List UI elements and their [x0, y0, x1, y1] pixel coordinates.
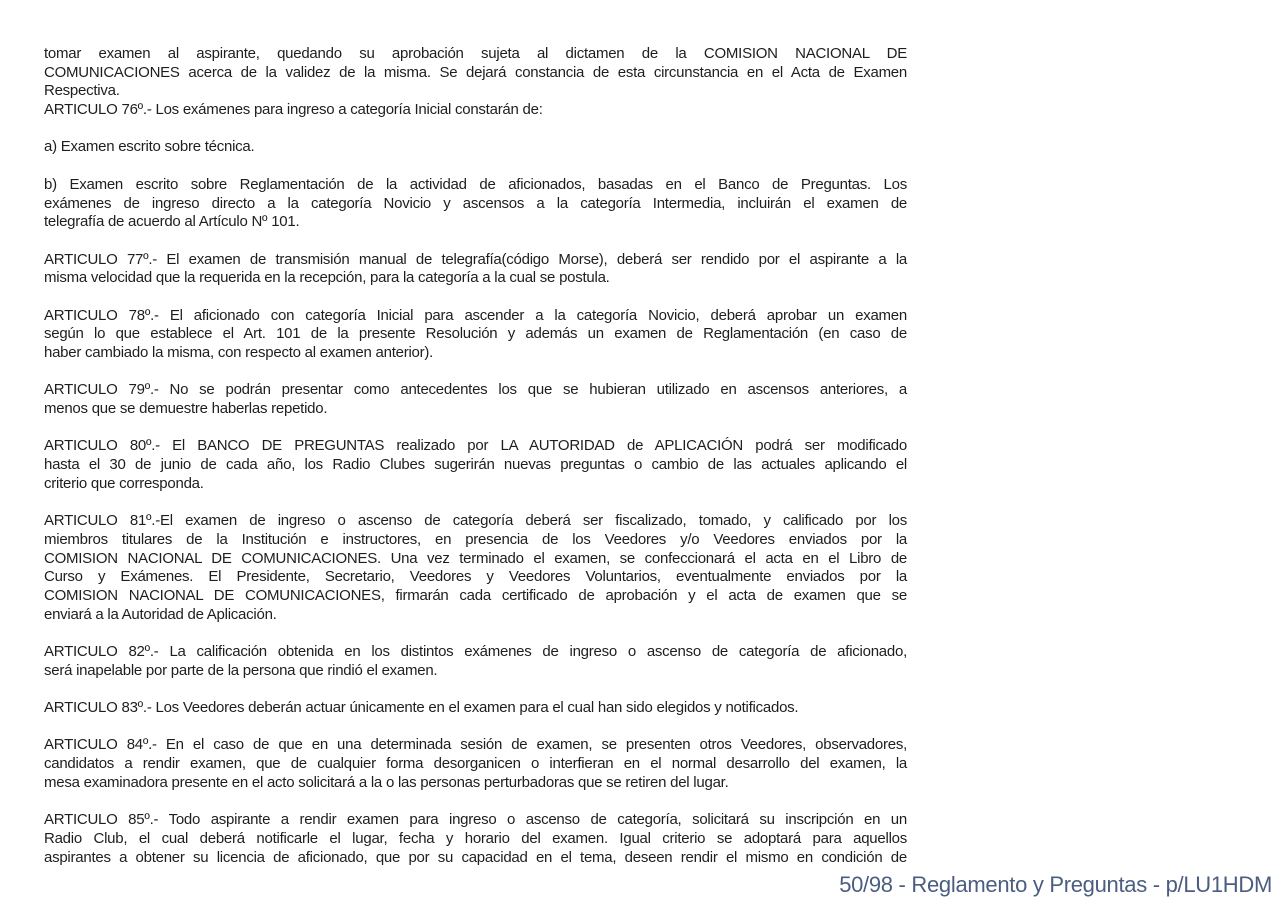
text-line: ARTICULO 80º.- El BANCO DE PREGUNTAS realizado por LA AUTORIDAD de APLICACIÓN podrá ser modificado	[44, 437, 907, 455]
paragraph	[44, 736, 907, 792]
paragraph	[44, 307, 907, 363]
paragraph	[44, 643, 907, 680]
text-line: b) Examen escrito sobre Reglamentación de la actividad de aficionados, basadas en el Banco de Preguntas. Los	[44, 175, 907, 193]
text-line: a) Examen escrito sobre técnica.	[44, 138, 255, 156]
text-line: ARTICULO 85º.- Todo aspirante a rendir examen para ingreso o ascenso de categoría, solicitará su inscripción en un	[44, 811, 907, 829]
paragraph	[44, 811, 907, 867]
text-line: Radio Club, el cual deberá notificarle el lugar, fecha y horario del examen. Igual criterio se adoptará para aquellos	[44, 829, 907, 847]
paragraph	[44, 176, 907, 232]
paragraph	[44, 138, 907, 157]
text-line: misma velocidad que la requerida en la recepción, para la categoría a la cual se postula.	[44, 269, 610, 287]
page-footer: 50/98 - Reglamento y Preguntas - p/LU1HDM	[839, 872, 1272, 897]
text-line: exámenes de ingreso directo a la categoría Novicio y ascensos a la categoría Intermedia, incluirán el examen de	[44, 194, 907, 212]
paragraph	[44, 699, 907, 718]
paragraph	[44, 437, 907, 493]
text-line: COMISION NACIONAL DE COMUNICACIONES. Una vez terminado el examen, se confeccionará el acta en el Libro de	[44, 549, 907, 567]
paragraph	[44, 251, 907, 288]
paragraph	[44, 512, 907, 624]
text-line: telegrafía de acuerdo al Artículo Nº 101.	[44, 213, 300, 231]
text-line: ARTICULO 84º.- En el caso de que en una determinada sesión de examen, se presenten otros Veedores, observadores,	[44, 736, 907, 754]
text-line: ARTICULO 79º.- No se podrán presentar como antecedentes los que se hubieran utilizado en ascensos anteriores, a	[44, 381, 907, 399]
text-line: haber cambiado la misma, con respecto al examen anterior).	[44, 344, 434, 361]
text-line: aspirantes a obtener su licencia de aficionado, que por su capacidad en el tema, deseen rendir el mismo en condición de	[44, 848, 907, 866]
text-line: COMISION NACIONAL DE COMUNICACIONES, firmarán cada certificado de aprobación y el acta de examen que se	[44, 586, 907, 604]
text-line: mesa examinadora presente en el acto solicitará a la o las personas perturbadoras que se retiren del lugar.	[44, 773, 729, 791]
text-line: COMUNICACIONES acerca de la validez de la misma. Se dejará constancia de esta circunstancia en el Acta de Examen	[44, 63, 907, 81]
paragraph	[44, 381, 907, 418]
text-line: Respectiva.	[44, 82, 120, 100]
text-line: tomar examen al aspirante, quedando su aprobación sujeta al dictamen de la COMISION NACIONAL DE	[44, 45, 907, 62]
text-line: ARTICULO 82º.- La calificación obtenida en los distintos exámenes de ingreso o ascenso de categoría de aficionado,	[44, 643, 907, 660]
text-line: según lo que establece el Art. 101 de la presente Resolución y además un examen de Reglamentación (en caso de	[44, 325, 907, 343]
document-body	[44, 45, 907, 867]
text-line: candidatos a rendir examen, que de cualquier forma desorganicen o interfieran en el normal desarrollo del examen, la	[44, 755, 907, 773]
text-line: ARTICULO 81º.-El examen de ingreso o ascenso de categoría deberá ser fiscalizado, tomado, y calificado por los	[44, 512, 907, 530]
paragraph	[44, 45, 907, 120]
text-line: Curso y Exámenes. El Presidente, Secretario, Veedores y Veedores Voluntarios, eventualmente enviados por la	[44, 568, 907, 586]
text-line: ARTICULO 83º.- Los Veedores deberán actuar únicamente en el examen para el cual han sido elegidos y notificados.	[44, 699, 799, 717]
text-line: hasta el 30 de junio de cada año, los Radio Clubes sugerirán nuevas preguntas o cambio de las actuales aplicando el	[44, 456, 907, 474]
text-line: enviará a la Autoridad de Aplicación.	[44, 605, 277, 623]
text-line: será inapelable por parte de la persona que rindió el examen.	[44, 661, 438, 679]
text-line: miembros titulares de la Institución e instructores, en presencia de los Veedores y/o Veedores enviados por la	[44, 530, 907, 548]
text-line: ARTICULO 77º.- El examen de transmisión manual de telegrafía(código Morse), deberá ser rendido por el aspirante a la	[44, 250, 907, 268]
text-line: criterio que corresponda.	[44, 474, 204, 492]
text-line: ARTICULO 76º.- Los exámenes para ingreso a categoría Inicial constarán de:	[44, 101, 543, 119]
text-line: menos que se demuestre haberlas repetido.	[44, 400, 328, 418]
text-line: ARTICULO 78º.- El aficionado con categoría Inicial para ascender a la categoría Novicio, deberá aprobar un examen	[44, 306, 907, 324]
